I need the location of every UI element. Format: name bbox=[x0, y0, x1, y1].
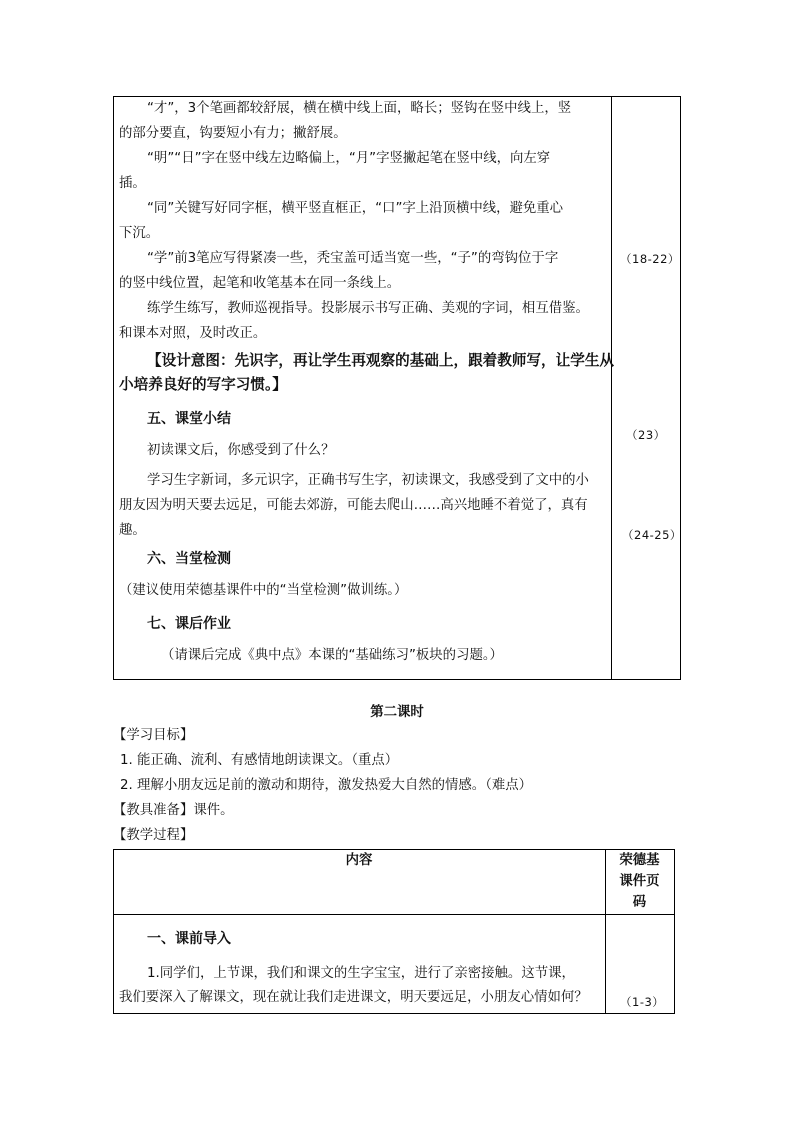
process-header: 【教学过程】 bbox=[113, 828, 194, 843]
text-line: 朋友因为明天要去远足，可能去郊游，可能去爬山……高兴地睡不着觉了，真有 bbox=[119, 498, 588, 513]
text-line: 插。 bbox=[119, 176, 146, 191]
column-header-content: 内容 bbox=[345, 853, 373, 868]
table2-header-divider bbox=[113, 914, 675, 915]
section-title: 七、课后作业 bbox=[147, 616, 231, 632]
page-ref: （24-25） bbox=[622, 528, 682, 542]
column-header-ref-line: 课件页 bbox=[619, 874, 660, 889]
text-line: “学”前3笔应写得紧凑一些，秃宝盖可适当宽一些，“子”的弯钩位于字 bbox=[147, 251, 559, 266]
page-ref: （23） bbox=[626, 428, 666, 442]
column-header-ref-line: 荣德基 bbox=[619, 853, 660, 868]
prep-line: 【教具准备】课件。 bbox=[113, 803, 234, 818]
page-ref: （1-3） bbox=[620, 995, 665, 1009]
table1-right-border bbox=[680, 96, 681, 680]
section-title: 一、课前导入 bbox=[147, 931, 231, 947]
text-line: “才”，3个笔画都较舒展，横在横中线上面，略长；竖钩在竖中线上，竖 bbox=[147, 101, 572, 116]
table1-bottom-border bbox=[113, 679, 681, 680]
lesson-title: 第二课时 bbox=[370, 705, 424, 720]
text-line: 的竖中线位置，起笔和收笔基本在同一条线上。 bbox=[119, 276, 401, 291]
page-ref: （18-22） bbox=[620, 252, 680, 266]
text-line: 和课本对照，及时改正。 bbox=[119, 326, 267, 341]
text-line: 下沉。 bbox=[119, 226, 160, 241]
table2-top-border bbox=[113, 849, 675, 850]
text-line: 1.同学们，上节课，我们和课文的生字宝宝，进行了亲密接触。这节课， bbox=[147, 966, 575, 981]
goal-item: 2. 理解小朋友远足前的激动和期待，激发热爱大自然的情感。（难点） bbox=[120, 778, 533, 793]
text-line: （建议使用荣德基课件中的“当堂检测”做训练。） bbox=[119, 583, 408, 598]
text-line: 我们要深入了解课文，现在就让我们走进课文，明天要远足，小朋友心情如何？ bbox=[119, 990, 588, 1005]
table1-column-divider bbox=[611, 96, 612, 680]
table2-right-border bbox=[674, 849, 675, 1014]
table2-bottom-border bbox=[113, 1013, 675, 1014]
column-header-ref-line: 码 bbox=[632, 895, 647, 910]
text-line: 学习生字新词，多元识字，正确书写生字，初读课文，我感受到了文中的小 bbox=[147, 473, 589, 488]
text-line: 练学生练写，教师巡视指导。投影展示书写正确、美观的字词，相互借鉴。 bbox=[147, 301, 589, 316]
section-title: 六、当堂检测 bbox=[147, 551, 231, 567]
text-line: “同”关键写好同字框，横平竖直框正，“口”字上沿顶横中线，避免重心 bbox=[147, 201, 564, 216]
table2-left-border bbox=[113, 849, 114, 1014]
goal-item: 1. 能正确、流利、有感情地朗读课文。（重点） bbox=[120, 753, 399, 768]
text-line: 的部分要直，钩要短小有力；撇舒展。 bbox=[119, 126, 347, 141]
goals-header: 【学习目标】 bbox=[113, 728, 194, 743]
section-title: 五、课堂小结 bbox=[147, 411, 231, 427]
table1-top-border bbox=[113, 96, 681, 97]
table1-left-border bbox=[113, 96, 114, 680]
text-line: （请课后完成《典中点》本课的“基础练习”板块的习题。） bbox=[161, 648, 503, 663]
text-line: 初读课文后，你感受到了什么？ bbox=[147, 443, 335, 458]
design-intent-line: 小培养良好的写字习惯。】 bbox=[119, 376, 287, 393]
design-intent-line: 【设计意图：先识字，再让学生再观察的基础上，跟着教师写，让学生从 bbox=[147, 352, 615, 369]
text-line: 趣。 bbox=[119, 523, 146, 538]
text-line: “明”“日”字在竖中线左边略偏上，“月”字竖撇起笔在竖中线，向左穿 bbox=[147, 151, 551, 166]
